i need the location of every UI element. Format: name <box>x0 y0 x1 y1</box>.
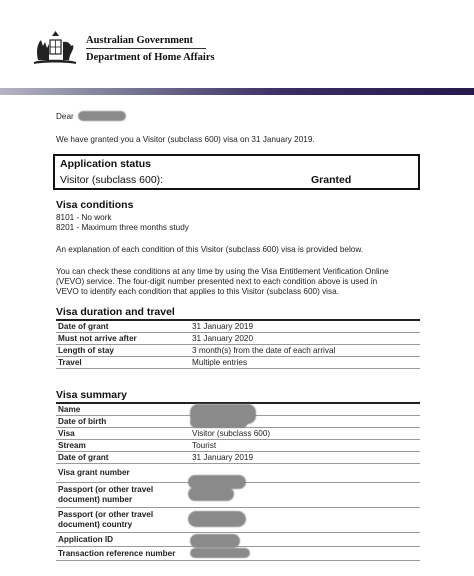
conditions-explanation: An explanation of each condition of this Visitor (subclass 600) visa is provided below. <box>56 245 364 254</box>
table-row <box>56 440 420 452</box>
row-label: Length of stay <box>58 346 114 355</box>
vevo-text: You can check these conditions at any time by using the Visa Entitlement Verification Online <box>56 267 389 276</box>
vevo-text: (VEVO) service. The four-digit number presented next to each condition above is used in <box>56 277 378 286</box>
row-label: Visa <box>58 429 75 438</box>
table-row <box>56 357 420 369</box>
intro-text: We have granted you a Visitor (subclass 600) visa on 31 January 2019. <box>56 135 315 144</box>
header-band <box>0 88 474 95</box>
row-label: Transaction reference number <box>58 549 176 558</box>
row-value: 3 month(s) from the date of each arrival <box>192 346 336 355</box>
row-label: Name <box>58 405 81 414</box>
application-status-label: Visitor (subclass 600): <box>60 174 164 186</box>
visa-conditions-title: Visa conditions <box>56 199 134 211</box>
redacted-passport-country <box>188 511 246 527</box>
table-row <box>56 321 420 333</box>
row-label: Stream <box>58 441 86 450</box>
application-status-value: Granted <box>311 174 352 186</box>
redacted-passport-number <box>188 487 234 501</box>
row-value: 31 January 2020 <box>192 334 253 343</box>
department-title: Department of Home Affairs <box>86 52 215 63</box>
table-row <box>56 345 420 357</box>
row-value: 31 January 2019 <box>192 322 253 331</box>
coat-of-arms-icon <box>32 26 78 70</box>
condition-item: 8201 - Maximum three months study <box>56 223 189 232</box>
row-label: Passport (or other travel document) number <box>58 485 154 504</box>
row-label: Must not arrive after <box>58 334 137 343</box>
government-title: Australian Government <box>86 35 194 46</box>
summary-title: Visa summary <box>56 389 128 401</box>
row-value: Multiple entries <box>192 358 248 367</box>
row-label: Application ID <box>58 535 114 544</box>
vevo-text: VEVO to identify each condition that applies to this Visitor (subclass 600) visa. <box>56 287 339 296</box>
row-label: Date of birth <box>58 417 107 426</box>
header-divider <box>86 48 206 49</box>
row-value: 31 January 2019 <box>192 453 253 462</box>
condition-item: 8101 - No work <box>56 213 112 222</box>
redacted-name <box>78 111 126 121</box>
row-label: Travel <box>58 358 82 367</box>
redacted-dob-value <box>190 416 248 428</box>
salutation: Dear <box>56 112 74 121</box>
row-label: Date of grant <box>58 322 109 331</box>
table-row <box>56 333 420 345</box>
redacted-application-id <box>190 534 240 548</box>
table-row <box>56 428 420 440</box>
row-label: Visa grant number <box>58 468 130 477</box>
row-label: Passport (or other travel document) country <box>58 510 154 529</box>
redacted-transaction-ref <box>190 548 250 558</box>
application-status-title: Application status <box>60 158 152 170</box>
row-value: Visitor (subclass 600) <box>192 429 271 438</box>
row-label: Date of grant <box>58 453 109 462</box>
duration-title: Visa duration and travel <box>56 306 175 318</box>
application-status-box <box>53 154 420 190</box>
table-row <box>56 452 420 464</box>
row-value: Tourist <box>192 441 217 450</box>
